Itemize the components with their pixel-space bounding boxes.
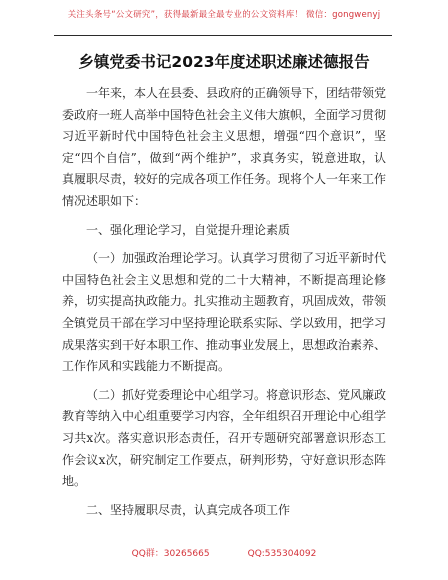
section-heading-2: 二、坚持履职尽责，认真完成各项工作 bbox=[86, 502, 291, 517]
footer-contact bbox=[0, 548, 448, 560]
section-1-paragraph-2: （二）抓好党委理论中心组学习。将意识形态、党风廉政教育等纳入中心组重要学习内容，全年组织召开理论中心组学习共x次。落实意识形态责任，召开专题研究部署意识形态工作会议x次，研究制定工作要点，研判形势，守好意识形态阵地。 bbox=[62, 387, 387, 489]
document-body bbox=[62, 83, 386, 521]
intro-paragraph: 一年来，本人在县委、县政府的正确领导下，团结带领党委政府一班人高举中国特色社会主义伟大旗帜，全面学习贯彻习近平新时代中国特色社会主义思想，增强“四个意识”，坚定“四个自信”，做到“两个维护”，求真务实，锐意进取，认真履职尽责，较好的完成各项工作任务。现将个人一年来工作情况述职如下： bbox=[62, 86, 387, 208]
section-1-paragraph-1: （一）加强政治理论学习。认真学习贯彻了习近平新时代中国特色社会主义思想和党的二十大精神，不断提高理论修养，切实提高执政能力。扎实推动主题教育，巩固成效，带领全镇党员干部在学习中坚持理论联系实际、学以致用，把学习成果落实到干好本职工作、推动事业发展上，思想政治素养、工作作风和实践能力不断提高。 bbox=[62, 251, 387, 374]
header-divider bbox=[54, 35, 392, 36]
document-title: 乡镇党委书记2023年度述职述廉述德报告 bbox=[78, 53, 370, 71]
section-heading-1: 一、强化理论学习，自觉提升理论素质 bbox=[86, 222, 291, 237]
footer-qq: QQ:535304092 bbox=[247, 549, 317, 559]
footer-qq-group: QQ群：30265665 bbox=[131, 549, 210, 559]
header-banner: 关注头条号“公文研究”，获得最新最全最专业的公文资料库！ 微信：gongwenyj bbox=[67, 10, 381, 20]
